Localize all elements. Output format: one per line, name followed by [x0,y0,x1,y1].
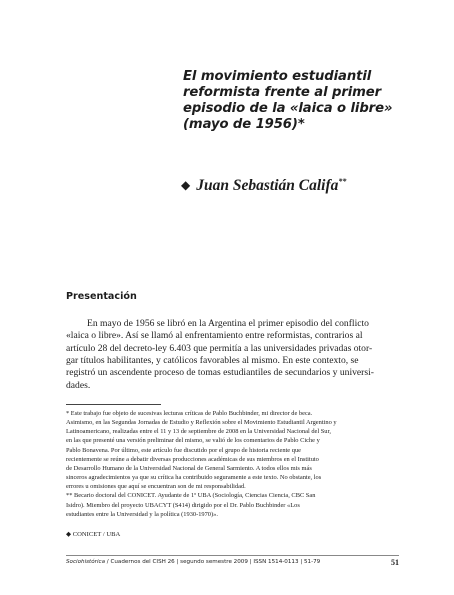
body-line: «laica o libre». Así se llamó al enfrentamiento entre reformistas, contrarios al [66,330,363,342]
article-title [183,69,438,133]
body-line: gar títulos habilitantes, y católicos favorables al mismo. En este contexto, se [66,355,359,367]
footnote-line: ** Becario doctoral del CONICET. Ayudante de 1º UBA (Sociología, Ciencias Ciencia, CBC San [66,492,316,500]
page-number: 51 [391,558,399,567]
journal-details: / Cuadernos del CISH 26 | segundo semestre 2009 | ISSN 1514-0113 | 51-79 [105,559,321,565]
author-name: Juan Sebastián Califa [196,177,339,195]
footnote-line: Isidro). Miembro del proyecto UBACYT (S414) dirigido por el Dr. Pablo Buchbinder «Los [66,501,300,509]
page-footer [66,559,399,565]
diamond-bullet-icon: ◆ [181,178,191,193]
title-line: reformista frente al primer [183,85,382,100]
author-footnote-mark: ** [338,177,347,186]
author-line [181,173,441,195]
footer-divider [66,555,399,556]
affiliation-text: CONICET / UBA [72,531,121,538]
footnote-line: recientemente se reúne a debatir diversas producciones académicas de sus miembros en el Instituto [66,455,319,463]
footnote-line: Pablo Bonavena. Por último, este artículo fue discutido por el grupo de historia reciente que [66,446,301,454]
footnote-line: en las que presenté una versión preliminar del mismo, se valió de los comentarios de Pablo Ciche y [66,437,320,445]
diamond-bullet-icon: ◆ [66,531,73,538]
footnote-line: * Este trabajo fue objeto de sucesivas lecturas críticas de Pablo Buchbinder, mi director de beca. [66,410,313,417]
title-line: episodio de la «laica o libre» [183,101,393,116]
journal-name: Sociohistórica [66,559,106,565]
footnote-line: de Desarrollo Humano de la Universidad Nacional de General Sarmiento. A todos ellos mis más [66,464,312,472]
body-line: En mayo de 1956 se libró en la Argentina el primer episodio del conflicto [87,318,369,329]
title-line: (mayo de 1956)* [183,117,305,132]
body-line: registró un ascendente proceso de tomas estudiantiles de secundarios y universi- [66,367,374,379]
body-line: dades. [66,379,91,391]
footnotes [66,409,401,519]
section-heading: Presentación [66,291,137,302]
footnote-line: Asimismo, en las Segundas Jornadas de Estudio y Reflexión sobre el Movimiento Estudiantil Argentino y [66,419,337,427]
footnote-line: Latinoamericano, realizadas entre el 11 y 13 de septiembre de 2008 en la Universidad Nacional del Sur, [66,428,331,436]
body-paragraph [66,318,399,392]
footnote-line: errores u omisiones que aquí se encuentran son de mi responsabilidad. [66,483,246,491]
footnote-line: sinceros agradecimientos ya que su crítica ha contribuido seguramente a este texto. No obstante, los [66,474,322,482]
footnote-divider [66,404,161,405]
body-line: artículo 28 del decreto-ley 6.403 que permitía a las universidades privadas otor- [66,342,373,354]
affiliation [66,530,120,538]
title-line: El movimiento estudiantil [183,69,372,84]
footnote-line: estudiantes entre la Universidad y la política (1930-1970)». [66,510,218,518]
